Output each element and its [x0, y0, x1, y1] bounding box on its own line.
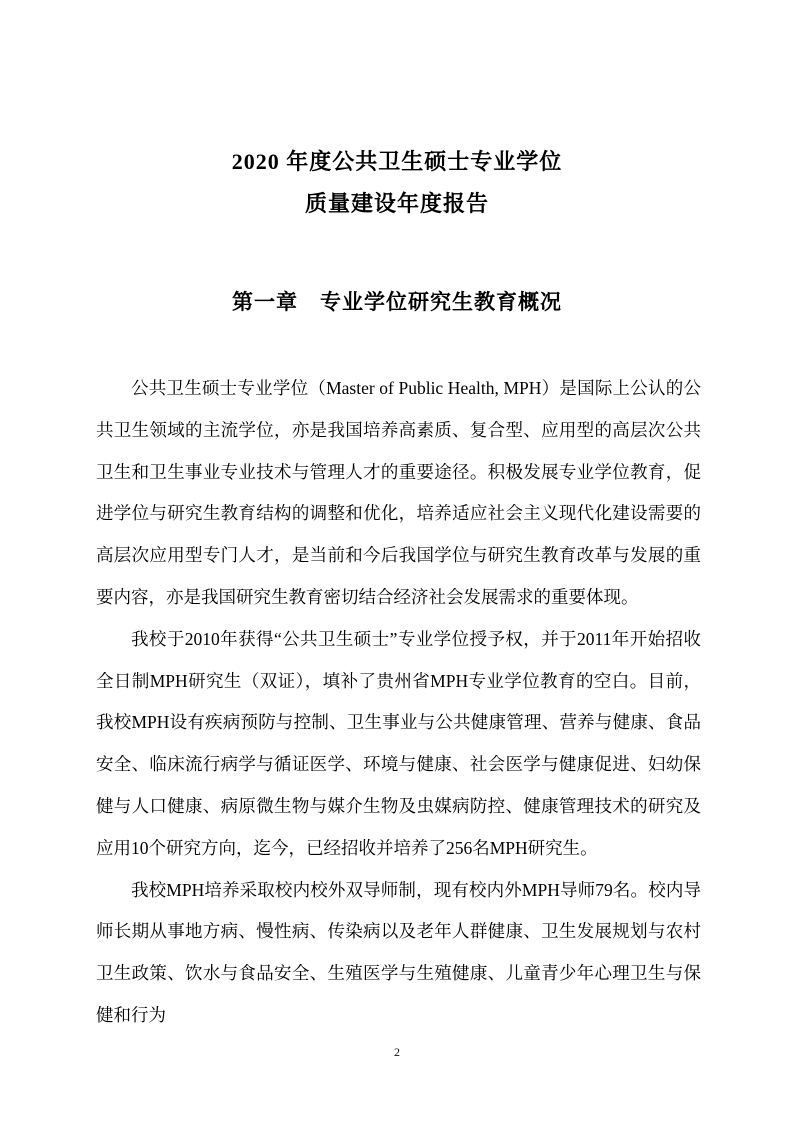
page-footer	[0, 1043, 794, 1061]
document-title	[0, 141, 794, 225]
chapter-heading: 第一章 专业学位研究生教育概况	[232, 290, 562, 314]
paragraph-mentor-system: 我校MPH培养采取校内校外双导师制，现有校内外MPH导师79名。校内导师长期从事地方病、慢性病、传染病以及老年人群健康、卫生发展规划与农村卫生政策、饮水与食品安全、生殖医学与生殖健康、儿童青少年心理卫生与保健和行为	[96, 879, 701, 1025]
document-title-line2: 质量建设年度报告	[304, 191, 489, 216]
document-title-line1: 2020 年度公共卫生硕士专业学位	[231, 149, 563, 174]
page-number: 2	[394, 1045, 400, 1059]
paragraph-intro-mph: 公共卫生硕士专业学位（Master of Public Health, MPH）是国际上公认的公共卫生领域的主流学位，亦是我国培养高素质、复合型、应用型的高层次公共卫生和卫生事业专业技术与管理人才的重要途径。积极发展专业学位教育，促进学位与研究生教育结构的调整和优化，培养适应社会主义现代化建设需要的高层次应用型专门人才，是当前和今后我国学位与研究生教育改革与发展的重要内容，亦是我国研究生教育密切结合经济社会发展需求的重要体现。	[96, 378, 701, 607]
document-body	[96, 368, 701, 1037]
paragraph-school-history: 我校于2010年获得“公共卫生硕士”专业学位授予权，并于2011年开始招收全日制MPH研究生（双证），填补了贵州省MPH专业学位教育的空白。目前，我校MPH设有疾病预防与控制、卫生事业与公共健康管理、营养与健康、食品安全、临床流行病学与循证医学、环境与健康、社会医学与健康促进、妇幼保健与人口健康、病原微生物与媒介生物及虫媒病防控、健康管理技术的研究及应用10个研究方向，迄今，已经招收并培养了256名MPH研究生。	[96, 628, 701, 858]
